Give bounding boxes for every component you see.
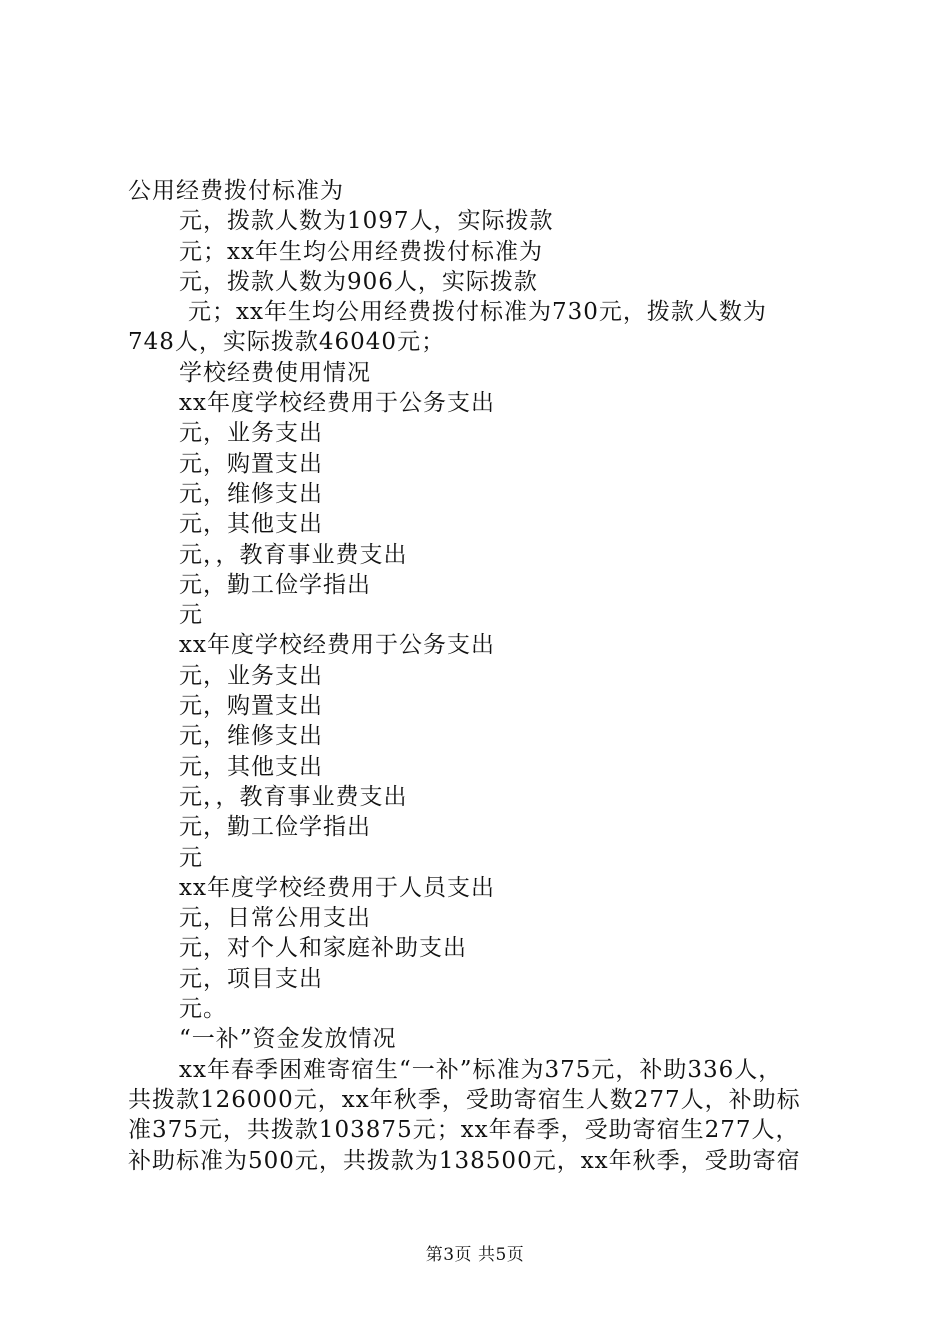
text-line: 748人，实际拨款46040元； <box>128 329 446 356</box>
section-heading: 学校经费使用情况 <box>179 359 371 386</box>
text-line: 元 <box>179 844 203 871</box>
text-line: xx年春季困难寄宿生“一补”标准为375元，补助336人， <box>179 1056 783 1083</box>
text-line: xx年度学校经费用于公务支出 <box>179 632 495 659</box>
text-line: 元。 <box>179 996 227 1023</box>
text-line: 元，业务支出 <box>179 420 323 447</box>
text-line: 元，拨款人数为1097人，实际拨款 <box>179 208 554 235</box>
text-line: 元，其他支出 <box>179 511 323 538</box>
page-footer: 第3页 共5页 <box>425 1245 525 1265</box>
document-body <box>128 176 834 1176</box>
text-line: 元，对个人和家庭补助支出 <box>179 935 467 962</box>
text-line: 补助标准为500元，共拨款为138500元，xx年秋季，受助寄宿 <box>128 1147 801 1174</box>
text-line: 准375元，共拨款103875元；xx年春季，受助寄宿生277人， <box>128 1117 800 1144</box>
text-line: 元，维修支出 <box>179 480 323 507</box>
text-line: 元，日常公用支出 <box>179 905 371 932</box>
text-line: 元；xx年生均公用经费拨付标准为730元，拨款人数为 <box>188 299 767 326</box>
text-line: 元，，教育事业费支出 <box>179 783 408 810</box>
text-line: xx年度学校经费用于公务支出 <box>179 390 495 417</box>
text-line: 元，项目支出 <box>179 965 323 992</box>
text-line: 元，购置支出 <box>179 450 323 477</box>
section-heading: “一补”资金发放情况 <box>179 1026 397 1053</box>
text-line: 元，其他支出 <box>179 753 323 780</box>
text-line: 公用经费拨付标准为 <box>128 178 344 204</box>
text-line: 共拨款126000元，xx年秋季，受助寄宿生人数277人，补助标 <box>128 1086 801 1113</box>
text-line: 元，维修支出 <box>179 723 323 750</box>
text-line: 元，业务支出 <box>179 662 323 689</box>
text-line: 元，拨款人数为906人，实际拨款 <box>179 268 538 295</box>
text-line: 元 <box>179 602 203 629</box>
text-line: 元，，教育事业费支出 <box>179 541 408 568</box>
text-line: 元，勤工俭学指出 <box>179 571 371 598</box>
text-line: 元，勤工俭学指出 <box>179 814 371 841</box>
text-line: xx年度学校经费用于人员支出 <box>179 874 495 901</box>
text-line: 元，购置支出 <box>179 693 323 720</box>
text-line: 元；xx年生均公用经费拨付标准为 <box>179 238 543 265</box>
